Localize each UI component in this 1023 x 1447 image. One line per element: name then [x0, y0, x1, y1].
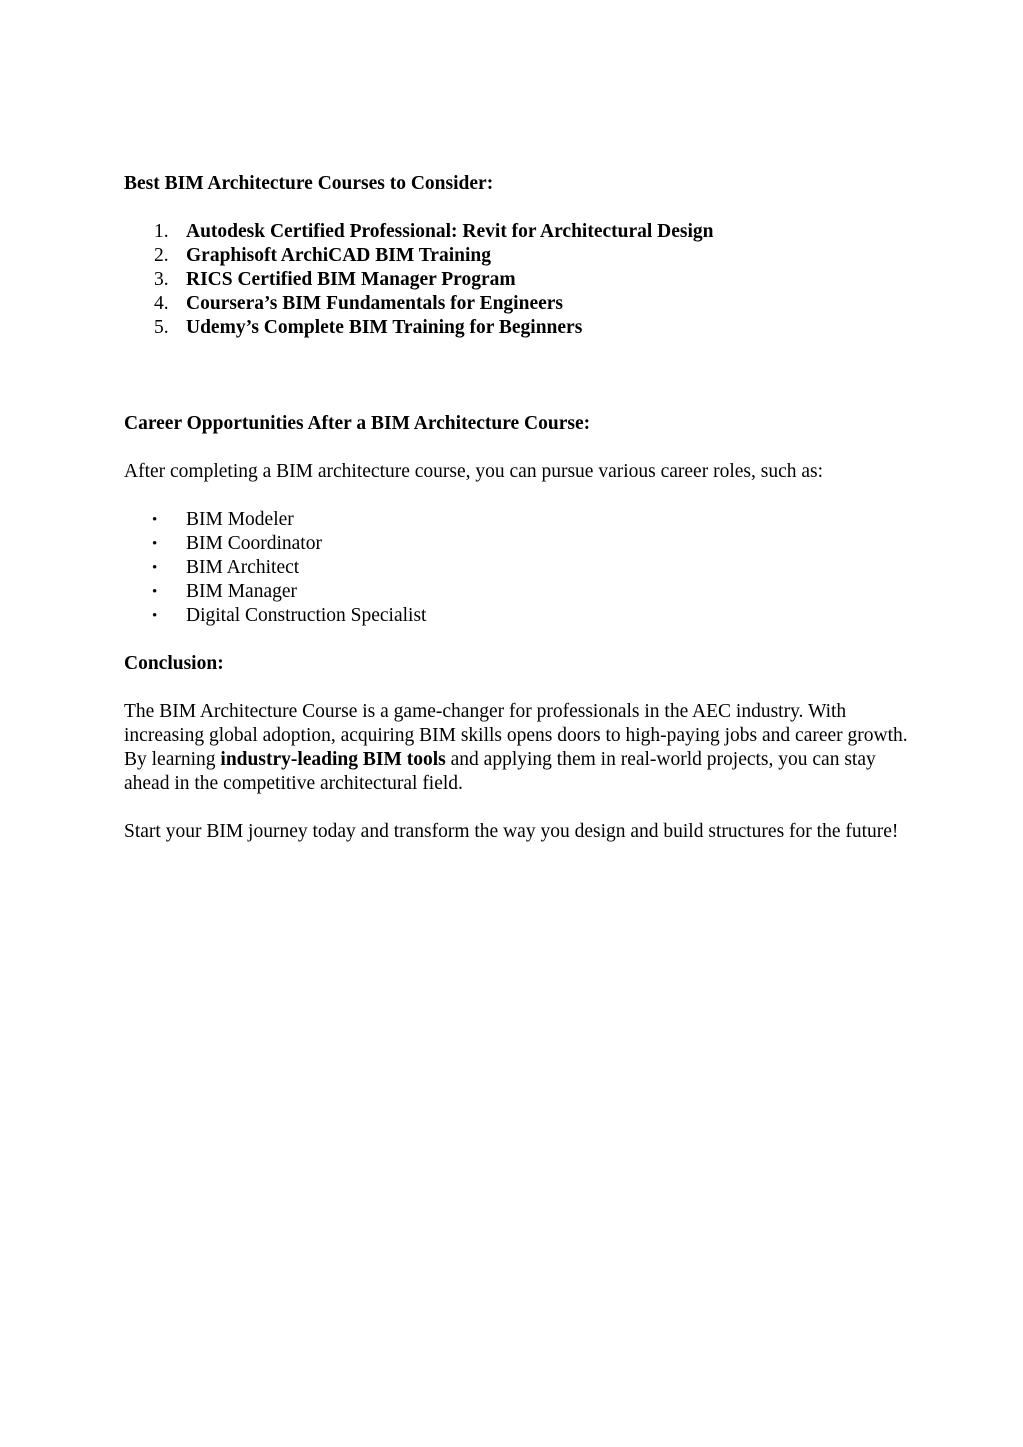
list-item	[124, 268, 914, 292]
list-item	[124, 508, 914, 532]
list-item	[124, 556, 914, 580]
careers-intro: After completing a BIM architecture course, you can pursue various career roles, such as:	[124, 461, 824, 482]
course-title: Coursera’s BIM Fundamentals for Engineers	[186, 293, 563, 314]
courses-heading: Best BIM Architecture Courses to Consider:	[124, 173, 494, 194]
career-role: BIM Architect	[186, 557, 300, 578]
conclusion-bold-phrase: industry-leading BIM tools	[220, 749, 446, 770]
conclusion-heading: Conclusion:	[124, 653, 224, 674]
conclusion-text-end: and applying them in real-world projects, you can stay ahead in the competitive architectural field.	[124, 749, 876, 794]
career-role: BIM Coordinator	[186, 533, 322, 554]
course-title: Autodesk Certified Professional: Revit for Architectural Design	[186, 221, 714, 242]
bullet-icon: •	[152, 536, 158, 552]
course-title: RICS Certified BIM Manager Program	[186, 269, 516, 290]
list-item	[124, 580, 914, 604]
document-page	[124, 172, 914, 844]
bullet-icon: •	[152, 512, 158, 528]
bullet-icon: •	[152, 608, 158, 624]
list-number: 5.	[154, 317, 169, 338]
list-number: 1.	[154, 221, 169, 242]
list-item	[124, 220, 914, 244]
course-title: Udemy’s Complete BIM Training for Beginners	[186, 317, 583, 338]
list-item	[124, 292, 914, 316]
list-number: 2.	[154, 245, 169, 266]
careers-heading: Career Opportunities After a BIM Architecture Course:	[124, 413, 591, 434]
list-item	[124, 604, 914, 628]
career-role: BIM Manager	[186, 581, 298, 602]
list-number: 4.	[154, 293, 169, 314]
bullet-icon: •	[152, 584, 158, 600]
conclusion-text-start: The BIM Architecture Course is a game-changer for professionals in the AEC industry. With increasing global adoption, acquiring BIM skills opens doors to high-paying jobs and career growth. By learning	[124, 701, 908, 770]
closing-paragraph: Start your BIM journey today and transform the way you design and build structures for the future!	[124, 821, 899, 842]
career-role: Digital Construction Specialist	[186, 605, 427, 626]
career-role: BIM Modeler	[186, 509, 294, 530]
list-item	[124, 316, 914, 340]
course-title: Graphisoft ArchiCAD BIM Training	[186, 245, 491, 266]
list-number: 3.	[154, 269, 169, 290]
list-item	[124, 244, 914, 268]
list-item	[124, 532, 914, 556]
careers-list	[124, 508, 914, 628]
bullet-icon: •	[152, 560, 158, 576]
conclusion-paragraph	[124, 700, 914, 796]
courses-list	[124, 220, 914, 340]
